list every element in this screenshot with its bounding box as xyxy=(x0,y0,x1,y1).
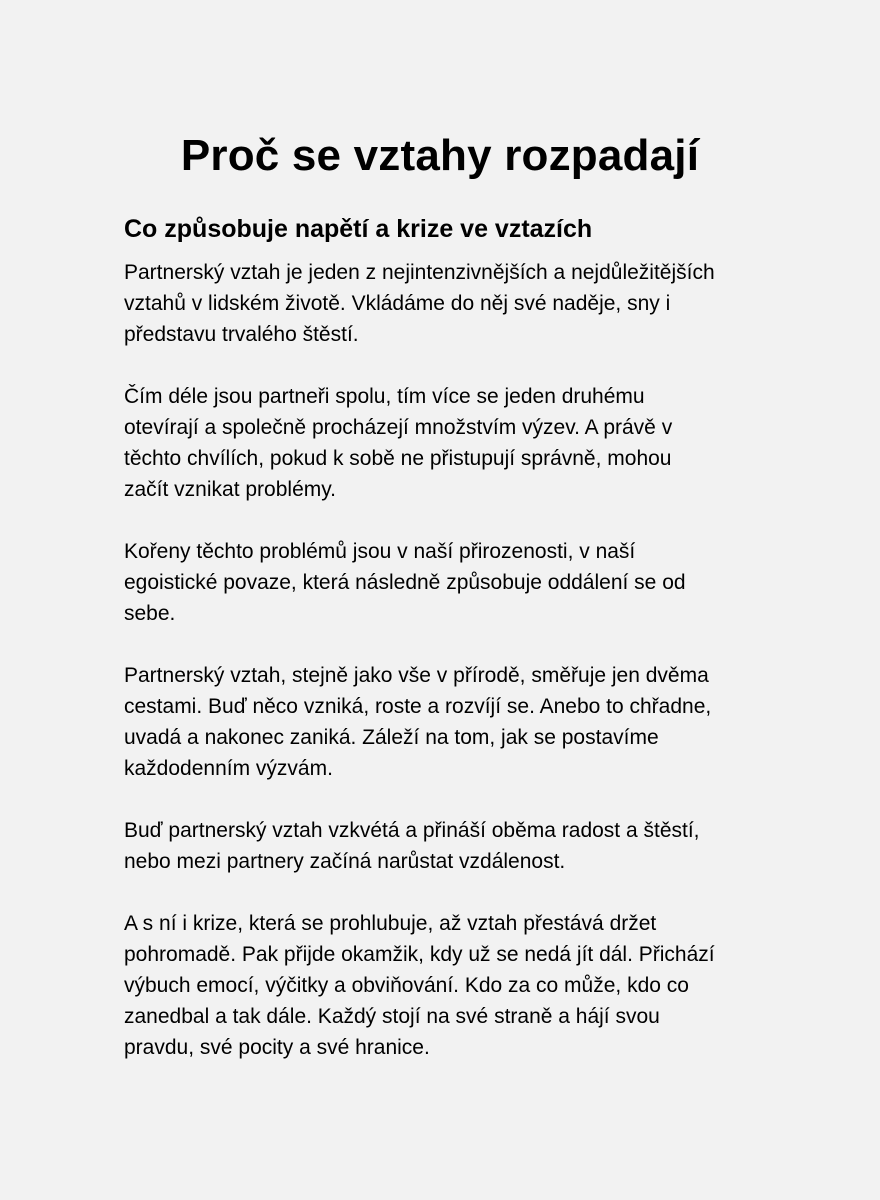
paragraph-list xyxy=(124,257,789,1063)
text-line: výbuch emocí, výčitky a obviňování. Kdo za co může, kdo co xyxy=(124,974,689,997)
paragraph-4 xyxy=(124,660,789,784)
text-line: vztahů v lidském životě. Vkládáme do něj své naděje, sny i xyxy=(124,292,671,315)
page-title: Proč se vztahy rozpadají xyxy=(180,131,700,180)
text-line: Partnerský vztah je jeden z nejintenzivnějších a nejdůležitějších xyxy=(124,261,715,284)
text-line: Partnerský vztah, stejně jako vše v přírodě, směřuje jen dvěma xyxy=(124,664,709,687)
text-line: otevírají a společně procházejí množstvím výzev. A právě v xyxy=(124,416,673,439)
text-line: Čím déle jsou partneři spolu, tím více se jeden druhému xyxy=(124,385,645,408)
section-subtitle: Co způsobuje napětí a krize ve vztazích xyxy=(124,215,593,243)
paragraph-1 xyxy=(124,257,789,350)
paragraph-5 xyxy=(124,815,789,877)
text-line: pravdu, své pocity a své hranice. xyxy=(124,1036,430,1059)
article-body xyxy=(124,211,789,1094)
text-line: každodenním výzvám. xyxy=(124,757,333,780)
text-line: cestami. Buď něco vzniká, roste a rozvíjí se. Anebo to chřadne, xyxy=(124,695,712,718)
paragraph-6 xyxy=(124,908,789,1063)
text-line: nebo mezi partnery začíná narůstat vzdálenost. xyxy=(124,850,566,873)
text-line: sebe. xyxy=(124,602,176,625)
text-line: představu trvalého štěstí. xyxy=(124,323,359,346)
text-line: zanedbal a tak dále. Každý stojí na své straně a hájí svou xyxy=(124,1005,660,1028)
text-line: A s ní i krize, která se prohlubuje, až vztah přestává držet xyxy=(124,912,657,935)
paragraph-3 xyxy=(124,536,789,629)
text-line: uvadá a nakonec zaniká. Záleží na tom, jak se postavíme xyxy=(124,726,659,749)
text-line: egoistické povaze, která následně způsobuje oddálení se od xyxy=(124,571,686,594)
text-line: Buď partnerský vztah vzkvétá a přináší oběma radost a štěstí, xyxy=(124,819,700,842)
text-line: pohromadě. Pak přijde okamžik, kdy už se nedá jít dál. Přichází xyxy=(124,943,715,966)
text-line: začít vznikat problémy. xyxy=(124,478,337,501)
text-line: těchto chvílích, pokud k sobě ne přistupují správně, mohou xyxy=(124,447,672,470)
paragraph-2 xyxy=(124,381,789,505)
text-line: Kořeny těchto problémů jsou v naší přirozenosti, v naší xyxy=(124,540,636,563)
